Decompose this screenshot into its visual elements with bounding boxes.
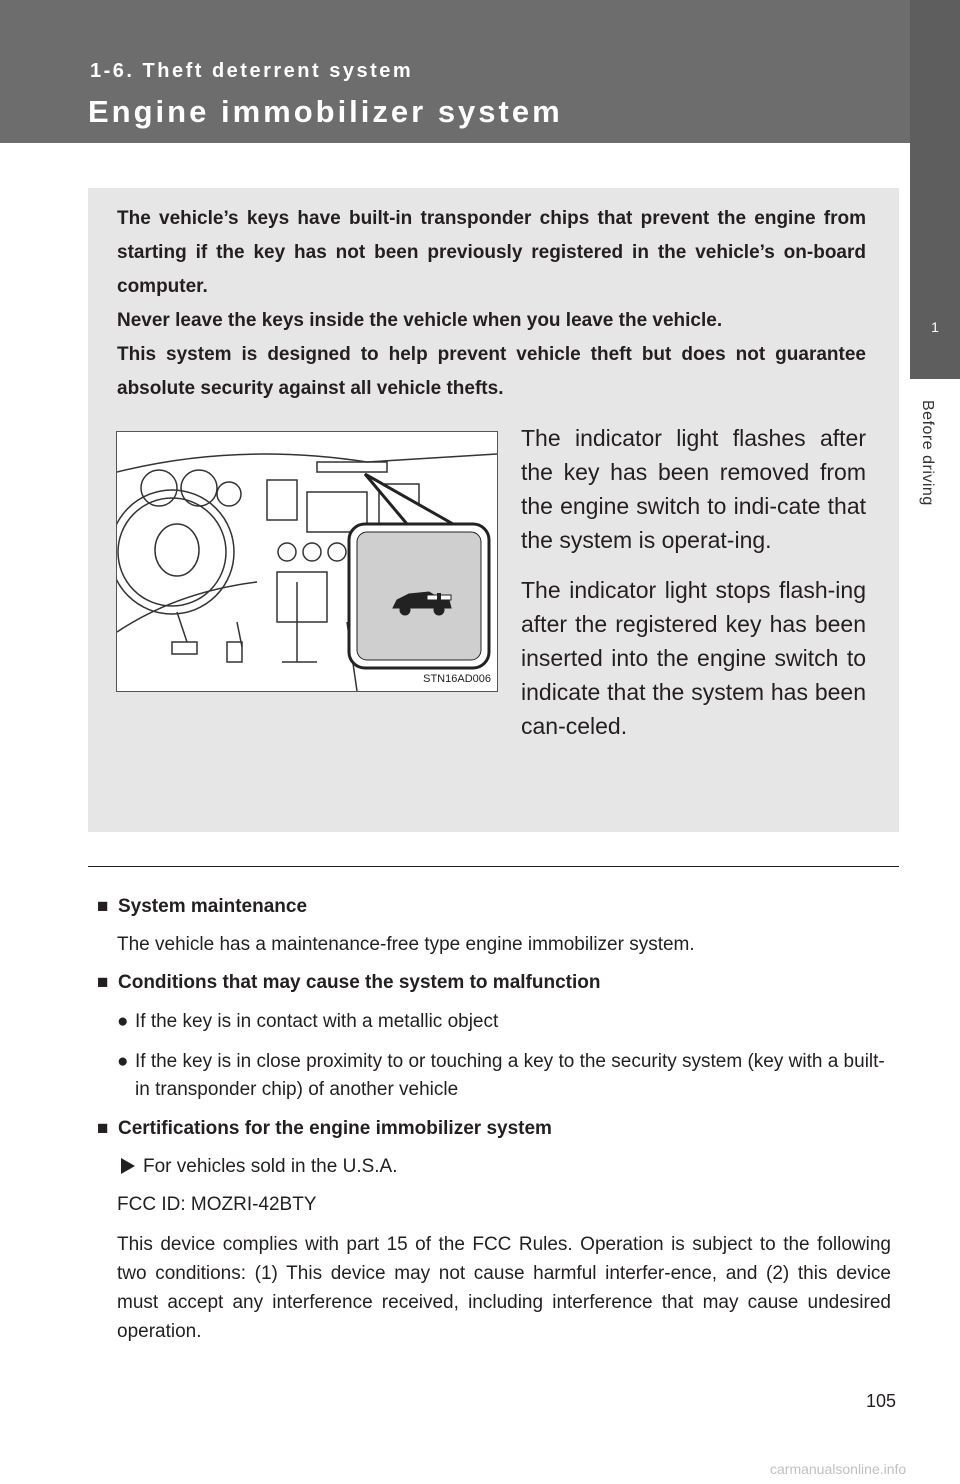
section-label: 1-6. Theft deterrent system [90, 60, 414, 82]
square-bullet-icon: ■ [97, 972, 109, 993]
chapter-tab-top [910, 0, 960, 279]
heading-system-maintenance: ■ System maintenance [97, 894, 891, 920]
indicator-paragraph-2: The indicator light stops flash-ing after the registered key has been inserted into the engine switch to indicate that the system has been can-celed. [521, 577, 866, 739]
dashboard-illustration [116, 431, 498, 692]
chapter-number: 1 [910, 279, 960, 379]
intro-paragraph-1: The vehicle’s keys have built-in transponder chips that prevent the engine from starting if the key has not been previously registered in the vehicle’s on-board computer. [117, 208, 866, 297]
maintenance-text: The vehicle has a maintenance-free type engine immobilizer system. [117, 934, 695, 955]
page-title: Engine immobilizer system [88, 94, 563, 129]
divider [88, 866, 899, 867]
intro-text [117, 202, 866, 406]
heading-certifications: ■ Certifications for the engine immobilizer system [97, 1116, 891, 1142]
fcc-id: FCC ID: MOZRI-42BTY [117, 1194, 317, 1215]
region-note: For vehicles sold in the U.S.A. [121, 1154, 891, 1180]
triangle-arrow-icon [121, 1158, 135, 1174]
figure-code: STN16AD006 [423, 673, 491, 685]
circle-bullet-icon: ● [117, 1051, 129, 1072]
intro-paragraph-3: This system is designed to help prevent vehicle theft but does not guarantee absolute security against all vehicle thefts. [117, 344, 866, 399]
chapter-label: Before driving [919, 400, 936, 506]
watermark: carmanualsonline.info [770, 1461, 907, 1477]
chapter-tab [910, 0, 960, 1484]
circle-bullet-icon: ● [117, 1011, 129, 1032]
body-content [97, 894, 891, 1346]
condition-item: ● If the key is in contact with a metallic object [117, 1008, 891, 1036]
indicator-description [521, 421, 866, 759]
page-number: 105 [866, 1391, 897, 1411]
indicator-paragraph-1: The indicator light flashes after the key has been removed from the engine switch to indi-cate that the system is operat-ing. [521, 425, 866, 553]
intro-paragraph-2: Never leave the keys inside the vehicle when you leave the vehicle. [117, 310, 723, 331]
square-bullet-icon: ■ [97, 896, 109, 917]
fcc-compliance-text: This device complies with part 15 of the FCC Rules. Operation is subject to the following two conditions: (1) This device may not cause harmful interfer-ence, and (2) this device must accept any interference received, including interference that may cause undesired operation. [117, 1234, 891, 1342]
heading-malfunction-conditions: ■ Conditions that may cause the system to malfunction [97, 970, 891, 996]
dashboard-drawing [117, 432, 497, 691]
condition-item: ● If the key is in close proximity to or touching a key to the security system (key with a built-in transponder chip) of another vehicle [117, 1048, 891, 1104]
square-bullet-icon: ■ [97, 1118, 109, 1139]
callout-pointer [365, 474, 453, 524]
